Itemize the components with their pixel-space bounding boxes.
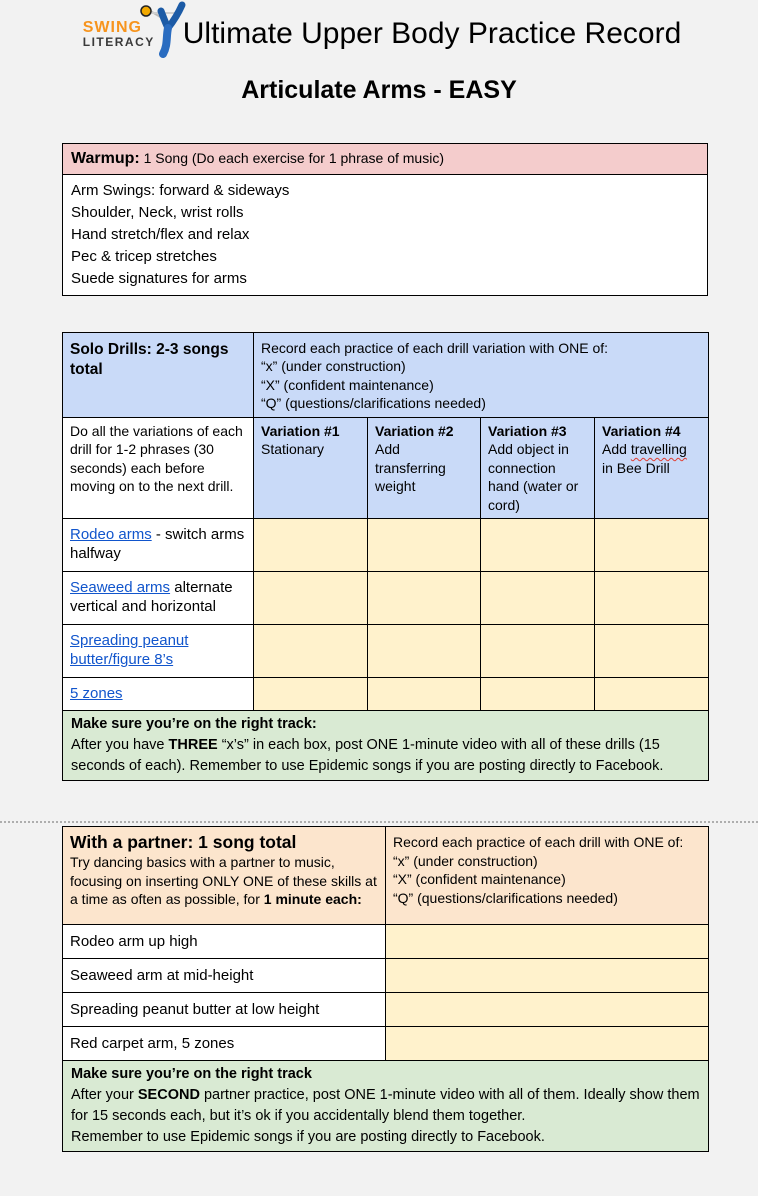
variation-4-desc <box>602 440 701 477</box>
variation-3-label: Variation #3 <box>488 422 567 439</box>
drill-row-spreading-peanut-butter <box>63 625 254 678</box>
variation-4-desc-after: in Bee Drill <box>602 459 670 476</box>
rodeo-arms-link[interactable]: Rodeo arms <box>70 526 152 543</box>
partner-note-body-1: After your <box>71 1087 138 1103</box>
variation-1-desc: Stationary <box>261 441 325 457</box>
partner-row-red-carpet: Red carpet arm, 5 zones <box>63 1027 386 1061</box>
record-cell-r1-v1[interactable] <box>254 519 368 572</box>
partner-record-cell-1[interactable] <box>386 925 709 959</box>
partner-row-spreading: Spreading peanut butter at low height <box>63 993 386 1027</box>
warmup-exercise-list <box>63 174 708 295</box>
partner-note-body <box>71 1085 700 1127</box>
partner-progress-note <box>63 1061 709 1152</box>
partner-record-cell-2[interactable] <box>386 959 709 993</box>
record-legend-option: “Q” (questions/clarifications needed) <box>393 889 618 906</box>
record-cell-r1-v3[interactable] <box>481 519 595 572</box>
record-legend-option: “x” (under construction) <box>393 852 538 869</box>
partner-title: With a partner: 1 song total <box>70 832 297 852</box>
partner-note-body-3: Remember to use Epidemic songs if you are posting directly to Facebook. <box>71 1129 545 1145</box>
five-zones-link[interactable]: 5 zones <box>70 685 123 702</box>
drill-row-rest: alternate vertical and horizontal <box>70 579 233 615</box>
record-cell-r3-v1[interactable] <box>254 625 368 678</box>
warmup-item: Suede signatures for arms <box>71 269 247 287</box>
variation-2-header <box>368 417 481 519</box>
solo-note-body-2: “x’s” in each box, post ONE 1-minute video with all of these drills (15 seconds of each). Remember to use Epidemic songs if you are posting directly to Facebook. <box>71 737 664 774</box>
variation-3-header <box>481 417 595 519</box>
record-legend-option: “X” (confident maintenance) <box>393 871 566 887</box>
partner-intro-text: Try dancing basics with a partner to music, focusing on inserting ONLY ONE of these skills at a time as often as possible, for <box>70 854 377 907</box>
record-cell-r3-v4[interactable] <box>595 625 709 678</box>
warmup-item: Arm Swings: forward & sideways <box>71 181 290 199</box>
record-cell-r4-v3[interactable] <box>481 678 595 711</box>
logo-swing-text: SWING <box>82 19 142 36</box>
record-legend-option: “X” (confident maintenance) <box>261 376 434 393</box>
page-break-divider <box>0 821 758 823</box>
partner-note-body-2: partner practice, post ONE 1-minute video with all of them. Ideally show them for 15 seconds each, but it’s ok if you accidentally blend them together. <box>71 1087 700 1124</box>
swing-literacy-logo <box>77 19 173 49</box>
record-legend-option: “Q” (questions/clarifications needed) <box>261 395 486 411</box>
partner-row-rodeo: Rodeo arm up high <box>63 925 386 959</box>
page-subtitle: Articulate Arms - EASY <box>241 76 517 104</box>
seaweed-arms-link[interactable]: Seaweed arms <box>70 579 171 596</box>
document-body-page-2 <box>0 826 758 1152</box>
drill-row-5-zones <box>63 678 254 711</box>
warmup-item: Hand stretch/flex and relax <box>71 225 250 243</box>
record-cell-r4-v4[interactable] <box>595 678 709 711</box>
partner-header-cell <box>63 827 386 925</box>
solo-note-bold: THREE <box>168 737 218 753</box>
partner-note-bold: SECOND <box>137 1087 200 1103</box>
solo-drills-table <box>62 332 709 782</box>
warmup-table <box>62 143 708 296</box>
variation-1-header <box>254 417 368 519</box>
record-cell-r2-v1[interactable] <box>254 572 368 625</box>
variation-4-header <box>595 417 709 519</box>
spreading-peanut-butter-link[interactable]: Spreading peanut butter/figure 8’s <box>70 632 189 668</box>
partner-record-legend <box>386 827 709 925</box>
record-cell-r3-v2[interactable] <box>368 625 481 678</box>
warmup-item: Pec & tricep stretches <box>71 247 217 265</box>
record-cell-r2-v2[interactable] <box>368 572 481 625</box>
partner-record-cell-4[interactable] <box>386 1027 709 1061</box>
warmup-item: Shoulder, Neck, wrist rolls <box>71 203 244 221</box>
solo-note-body <box>71 735 700 777</box>
drill-row-seaweed-arms <box>63 572 254 625</box>
record-legend-intro: Record each practice of each drill variation with ONE of: <box>261 339 609 356</box>
variation-2-label: Variation #2 <box>375 422 454 439</box>
partner-row-seaweed: Seaweed arm at mid-height <box>63 959 386 993</box>
partner-table <box>62 826 709 1152</box>
partner-intro-bold: 1 minute each: <box>263 891 362 907</box>
partner-record-cell-3[interactable] <box>386 993 709 1027</box>
record-legend-intro: Record each practice of each drill with ONE of: <box>393 834 684 850</box>
record-cell-r3-v3[interactable] <box>481 625 595 678</box>
logo-literacy-text: LITERACY <box>82 35 155 49</box>
solo-drills-title: Solo Drills: 2-3 songs total <box>63 332 254 417</box>
variation-3-desc: Add object in connection hand (water or cord) <box>488 441 579 513</box>
record-legend-option: “x” (under construction) <box>261 358 406 374</box>
partner-intro <box>70 853 378 909</box>
solo-record-legend <box>254 332 709 417</box>
solo-note-body-1: After you have <box>71 737 169 753</box>
partner-note-title: Make sure you’re on the right track <box>71 1066 312 1082</box>
misspelled-word: travelling <box>630 441 687 457</box>
solo-note-title: Make sure you’re on the right track: <box>71 716 317 732</box>
slingshot-icon <box>137 0 189 59</box>
record-cell-r2-v3[interactable] <box>481 572 595 625</box>
document-header <box>0 0 758 52</box>
solo-progress-note <box>63 711 709 781</box>
warmup-label-rest: 1 Song (Do each exercise for 1 phrase of music) <box>139 150 444 166</box>
warmup-header-cell <box>63 144 708 175</box>
page-title: Ultimate Upper Body Practice Record <box>182 17 682 50</box>
record-cell-r4-v2[interactable] <box>368 678 481 711</box>
variation-1-label: Variation #1 <box>261 422 340 439</box>
drill-row-rodeo-arms <box>63 519 254 572</box>
document-body <box>0 143 758 781</box>
record-cell-r4-v1[interactable] <box>254 678 368 711</box>
record-cell-r1-v2[interactable] <box>368 519 481 572</box>
record-cell-r2-v4[interactable] <box>595 572 709 625</box>
warmup-label: Warmup: <box>71 150 140 167</box>
drill-row-rest: - switch arms halfway <box>70 526 245 562</box>
solo-instructions: Do all the variations of each drill for 1-2 phrases (30 seconds) each before moving on to the next drill. <box>63 417 254 519</box>
variation-4-desc-before: Add <box>602 441 631 457</box>
variation-4-label: Variation #4 <box>602 422 681 439</box>
record-cell-r1-v4[interactable] <box>595 519 709 572</box>
variation-2-desc: Add transferring weight <box>375 441 446 494</box>
